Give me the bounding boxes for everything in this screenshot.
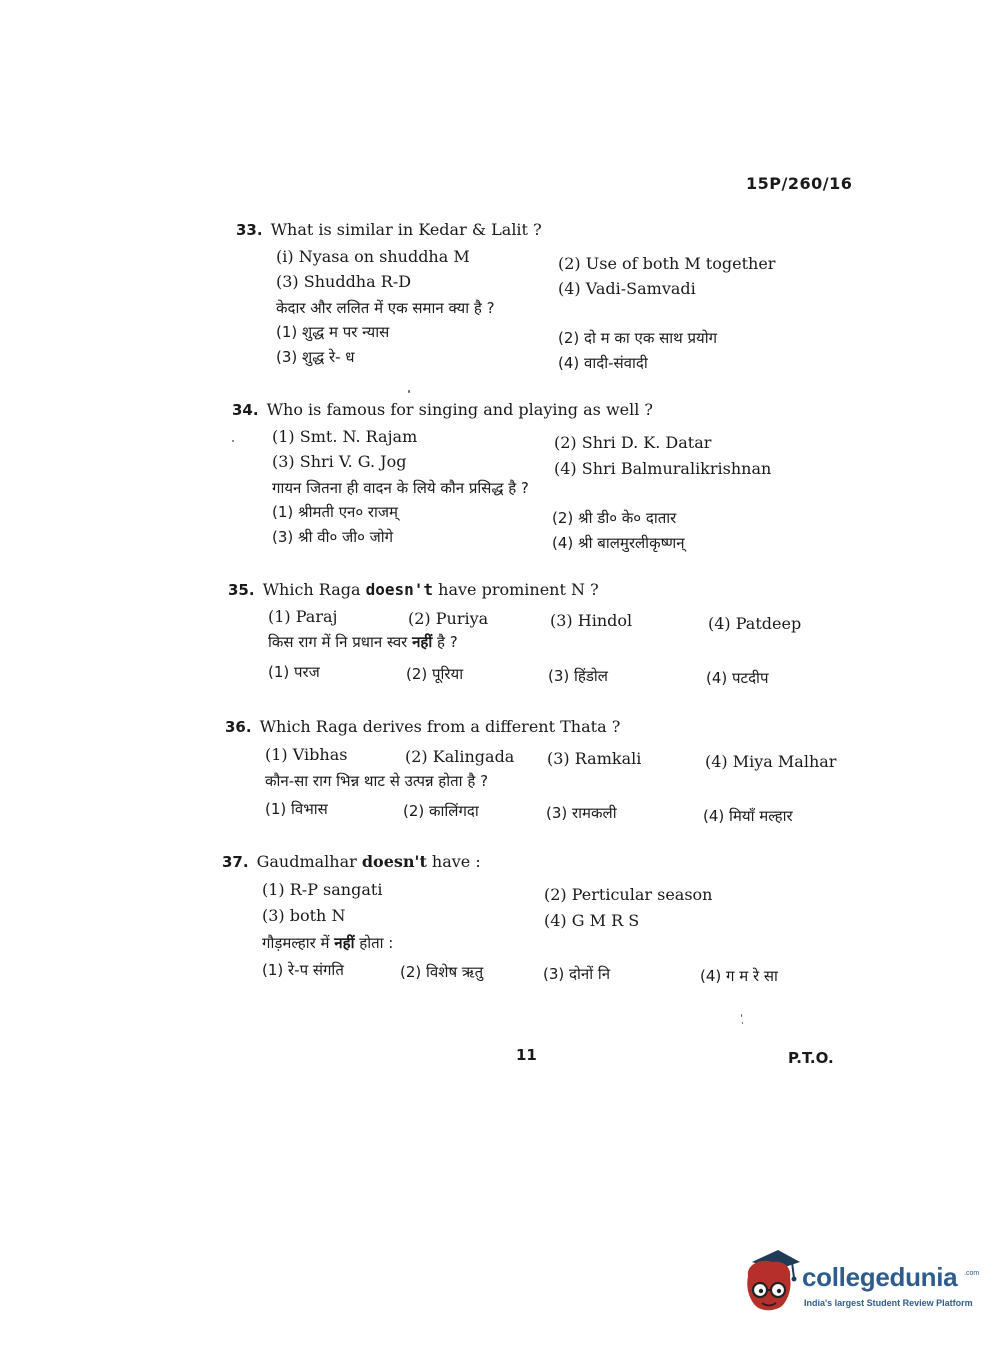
option-hi-4: (4) मियाँ मल्हार [703, 807, 793, 825]
question-text-en-bold: doesn't [361, 852, 427, 871]
question-35 [228, 580, 599, 599]
option-en-1: (1) Paraj [268, 607, 338, 626]
option-en-4: (4) Shri Balmuralikrishnan [554, 459, 772, 478]
question-text-hi-bold: नहीं [334, 934, 355, 952]
question-text-en-bold: doesn't [365, 580, 434, 599]
question-34 [232, 400, 653, 419]
option-hi-1: (1) रे-प संगति [262, 961, 344, 979]
question-number: 37. [222, 853, 249, 871]
question-text-en: Which Raga derives from a different Thata ? [259, 717, 621, 736]
question-text-hi [262, 933, 393, 953]
pto-label: P.T.O. [788, 1049, 834, 1067]
option-hi-2: (2) पूरिया [406, 665, 464, 683]
option-hi-4: (4) ग म रे सा [700, 967, 778, 985]
option-en-3: (3) Shri V. G. Jog [272, 452, 407, 471]
student-mascot-icon [742, 1248, 800, 1314]
option-hi-3: (3) हिंडोल [548, 667, 608, 685]
option-en-1: (i) Nyasa on shuddha M [276, 247, 470, 266]
option-en-1: (1) Vibhas [265, 745, 348, 764]
option-hi-1: (1) श्रीमती एन० राजम् [272, 503, 399, 521]
option-hi-1: (1) परज [268, 663, 320, 681]
question-text-en-pre: Which Raga [262, 580, 366, 599]
question-number: 36. [225, 718, 252, 736]
option-hi-3: (3) रामकली [546, 804, 617, 822]
question-37 [222, 852, 481, 871]
option-hi-2: (2) दो म का एक साथ प्रयोग [558, 329, 718, 347]
option-hi-4: (4) पटदीप [706, 669, 769, 687]
scan-speck [741, 1014, 742, 1017]
question-text-hi-post: है ? [432, 633, 458, 651]
option-hi-3: (3) श्री वी० जी० जोगे [272, 528, 394, 546]
question-text-hi: कौन-सा राग भिन्न थाट से उत्पन्न होता है ? [265, 772, 489, 790]
option-en-4: (4) Miya Malhar [705, 752, 837, 771]
question-text-en: What is similar in Kedar & Lalit ? [270, 220, 542, 239]
question-text-hi-pre: गौड़मल्हार में [262, 934, 335, 952]
option-hi-1: (1) विभास [265, 800, 328, 818]
option-en-3: (3) Shuddha R-D [276, 272, 412, 291]
option-en-2: (2) Shri D. K. Datar [554, 433, 712, 452]
option-en-3: (3) Hindol [550, 611, 633, 630]
question-text-hi: गायन जितना ही वादन के लिये कौन प्रसिद्ध है ? [272, 479, 529, 497]
logo-suffix: .com [964, 1270, 980, 1277]
option-hi-4: (4) वादी-संवादी [558, 354, 648, 372]
question-number: 33. [236, 221, 263, 239]
scan-speck [232, 440, 234, 442]
question-number: 34. [232, 401, 259, 419]
question-text-hi [268, 632, 458, 652]
question-text-hi-bold: नहीं [412, 633, 433, 651]
option-en-1: (1) R-P sangati [262, 880, 383, 899]
option-en-1: (1) Smt. N. Rajam [272, 427, 418, 446]
question-33 [236, 220, 542, 239]
page-number: 11 [516, 1046, 537, 1064]
logo-wordmark: collegedunia [802, 1262, 958, 1292]
option-hi-2: (2) श्री डी० के० दातार [552, 509, 677, 527]
paper-code: 15P/260/16 [746, 174, 853, 193]
option-hi-3: (3) दोनों नि [543, 965, 611, 983]
option-en-2: (2) Kalingada [405, 747, 515, 766]
question-text-en: Who is famous for singing and playing as well ? [266, 400, 653, 419]
question-text-hi-post: होता : [354, 934, 394, 952]
question-36 [225, 717, 620, 736]
question-text-hi-pre: किस राग में नि प्रधान स्वर [268, 633, 413, 651]
option-en-2: (2) Puriya [408, 609, 489, 628]
option-hi-2: (2) कालिंगदा [403, 802, 479, 820]
option-en-4: (4) G M R S [544, 911, 640, 930]
option-en-3: (3) Ramkali [547, 749, 642, 768]
collegedunia-logo [742, 1248, 980, 1314]
option-en-2: (2) Perticular season [544, 885, 713, 904]
question-text-en-post: have : [426, 852, 481, 871]
scan-speck [408, 390, 410, 393]
question-text-hi: केदार और ललित में एक समान क्या है ? [276, 299, 495, 317]
question-text-en-post: have prominent N ? [433, 580, 599, 599]
option-en-3: (3) both N [262, 906, 346, 925]
question-text-en-pre: Gaudmalhar [256, 852, 362, 871]
option-hi-2: (2) विशेष ऋतु [400, 963, 484, 981]
option-en-2: (2) Use of both M together [558, 254, 776, 273]
logo-tagline: India's largest Student Review Platform [804, 1298, 973, 1308]
question-number: 35. [228, 581, 255, 599]
option-en-4: (4) Patdeep [708, 614, 802, 633]
option-en-4: (4) Vadi-Samvadi [558, 279, 696, 298]
option-hi-4: (4) श्री बालमुरलीकृष्णन् [552, 534, 685, 552]
scan-speck [742, 1022, 743, 1024]
option-hi-3: (3) शुद्ध रे- ध [276, 348, 355, 366]
option-hi-1: (1) शुद्ध म पर न्यास [276, 323, 390, 341]
